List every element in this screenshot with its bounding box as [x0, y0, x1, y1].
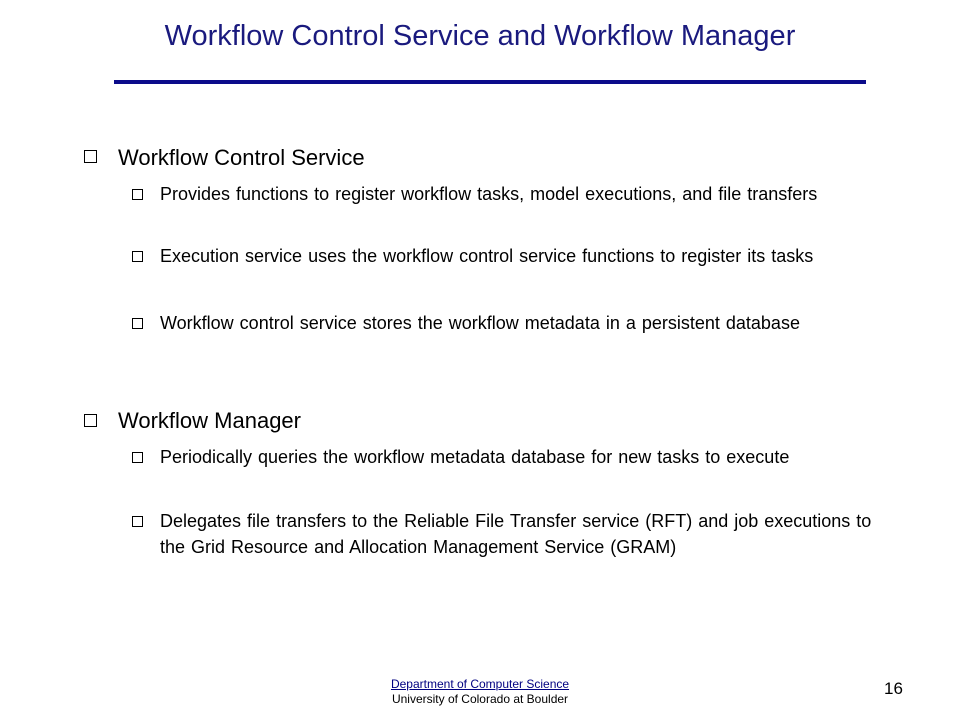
square-bullet-icon [132, 516, 143, 527]
square-bullet-icon [84, 414, 97, 427]
university-name: University of Colorado at Boulder [391, 692, 569, 706]
list-item: Periodically queries the workflow metadata database for new tasks to execute [160, 447, 790, 467]
square-bullet-icon [84, 150, 97, 163]
page-number: 16 [884, 679, 903, 698]
footer [380, 677, 580, 707]
list-item: Execution service uses the workflow control service functions to register its tasks [160, 246, 814, 266]
square-bullet-icon [132, 452, 143, 463]
square-bullet-icon [132, 251, 143, 262]
title-divider [114, 80, 866, 84]
department-link[interactable]: Department of Computer Science [390, 677, 570, 691]
section-heading: Workflow Control Service [118, 145, 365, 170]
list-item: Provides functions to register workflow tasks, model executions, and file transfers [160, 184, 818, 204]
list-item: Workflow control service stores the workflow metadata in a persistent database [160, 313, 800, 333]
list-item: Delegates file transfers to the Reliable File Transfer service (RFT) and job executions to the Grid Resource and Allocation Management Service (GRAM) [160, 511, 872, 557]
square-bullet-icon [132, 318, 143, 329]
section-heading: Workflow Manager [118, 408, 301, 433]
square-bullet-icon [132, 189, 143, 200]
slide-title: Workflow Control Service and Workflow Manager [164, 20, 796, 52]
